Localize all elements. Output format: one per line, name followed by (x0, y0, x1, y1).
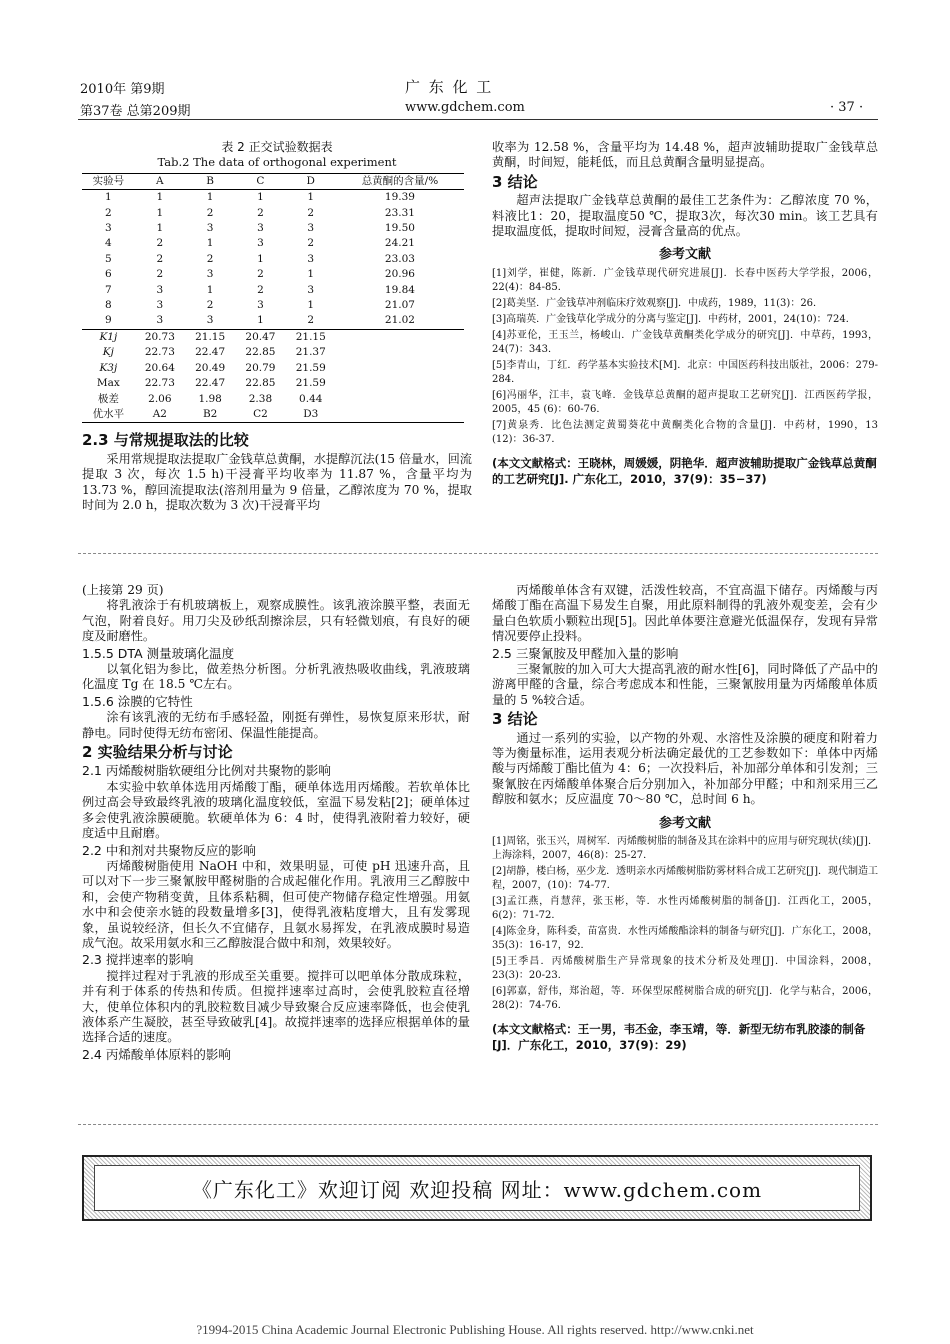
references-list (492, 835, 878, 1013)
table-cell: 19.84 (384, 283, 415, 296)
table-cell: 22.47 (195, 346, 226, 359)
table-cell: 20.47 (235, 329, 285, 345)
paragraph: 通过一系列的实验，以产物的外观、水溶性及涂膜的硬度和附着力等为衡量标准，运用表观分析法确定最优的工艺参数如下：单体中丙烯酸与丙烯酸丁酯比值为 4：6；一次投料后，补加部分单体和引发剂；三聚氰胺在丙烯酸单体聚合后分别加入，补加部分甲醛；中和剂采用三乙醇胺和氨水；反应温度 70～80 ℃，总时间 6 h。 (492, 730, 878, 807)
table-cell: 19.39 (384, 191, 415, 204)
table-cell: 2 (257, 283, 264, 296)
table-cell: 1 (156, 191, 164, 204)
table-cell: D3 (286, 407, 336, 423)
page-number: · 37 · (830, 100, 864, 115)
conclusion-heading: 3 结论 (492, 710, 538, 729)
citation-format: (本文文献格式：王晓林，周媛媛，阴艳华．超声波辅助提取广金钱草总黄酮的工艺研究[J]. 广东化工，2010，37(9)：35−37) (492, 455, 877, 486)
table-row (82, 407, 464, 423)
section-2-5-heading: 2.5 三聚氰胺及甲醛加入量的影响 (492, 645, 679, 661)
table-cell: 3 (307, 283, 315, 296)
table-cell: C2 (235, 407, 285, 423)
table-header-row (82, 173, 464, 189)
table-cell: 3 (206, 222, 214, 235)
table-row (82, 345, 464, 360)
table-cell: 2 (307, 314, 315, 327)
table-row (82, 298, 464, 313)
column-header: D (306, 174, 315, 187)
paragraph: 超声法提取广金钱草总黄酮的最佳工艺条件为：乙醇浓度 70 %，料液比1：20，提取温度50 ℃，提取3次，每次30 min。该工艺具有提取温度低，提取时间短，浸膏含量高的优点。 (492, 193, 878, 239)
table-row (82, 329, 464, 345)
table-cell: 2 (307, 206, 315, 219)
issue-label: 2010年 第9期 (80, 82, 165, 97)
banner-text: 《广东化工》欢迎订阅 欢迎投稿 网址：www.gdchem.com (94, 1165, 860, 1211)
table-cell: 1 (156, 222, 164, 235)
table-cell: 5 (105, 252, 112, 265)
table-cell: 2 (307, 237, 315, 250)
table-cell: 21.15 (286, 329, 336, 345)
citation-format: (本文文献格式：王一男，韦丕金，李玉靖，等．新型无纺布乳胶漆的制备[J]．广东化工，2010，37(9)：29) (492, 1022, 866, 1053)
section-2-3-heading: 2.3 与常规提取法的比较 (82, 431, 249, 450)
table-cell: 3 (156, 299, 164, 312)
table-cell: 21.07 (384, 299, 415, 312)
table-cell: 3 (156, 314, 164, 327)
table-cell: 3 (257, 299, 264, 312)
table-title-en: Tab.2 The data of orthogonal experiment (157, 155, 397, 170)
table-row (82, 267, 464, 282)
table-cell: 19.50 (384, 222, 415, 235)
table-cell: 2.38 (248, 392, 273, 405)
reference-item: [2]葛美坚．广金钱草冲剂临床疗效观察[J]．中成药，1989，11(3)：26． (492, 297, 824, 309)
column-header: 总黄酮的含量/% (361, 174, 439, 187)
table-cell: 1 (257, 191, 264, 204)
table-cell: 3 (105, 222, 112, 235)
bottom-left-column (82, 583, 470, 1063)
table-row (82, 190, 464, 206)
table-cell (336, 345, 464, 360)
table-row (82, 283, 464, 298)
table-cell (336, 407, 464, 423)
table-cell: 2 (156, 268, 164, 281)
header-rule (78, 119, 878, 120)
top-left-column (82, 140, 472, 513)
table-cell: 8 (105, 299, 112, 312)
paragraph: 以氧化铝为参比，做差热分析图。分析乳液热吸收曲线，乳液玻璃化温度 Tg 在 18.5 ℃左右。 (82, 662, 470, 692)
table-cell: 2.06 (148, 392, 172, 405)
reference-item: [4]陈金身，陈科委，苗富贵．水性丙烯酸酯涂料的制备与研究[J]．广东化工，2008，35(3)：16-17，92． (492, 926, 878, 952)
column-header: C (256, 174, 265, 187)
table-cell: 21.59 (295, 361, 326, 374)
table-cell: 21.59 (295, 377, 326, 390)
divider (78, 553, 878, 554)
table-cell: Max (96, 377, 120, 390)
table-cell: 20.73 (135, 329, 185, 345)
table-cell: Kj (102, 346, 114, 359)
subscription-banner (82, 1155, 872, 1221)
table-cell: 2 (257, 206, 264, 219)
table-cell: 1.98 (198, 392, 222, 405)
table-row (82, 206, 464, 221)
paragraph: 丙烯酸单体含有双键，活泼性较高，不宜高温下储存。丙烯酸与丙烯酸丁酯在高温下易发生自聚，用此原料制得的乳液外观变差，会有少量白色软质小颗粒出现[5]。因此单体要注意避光低温保存，发现有异常情况要停止投料。 (492, 583, 878, 644)
table-cell: 3 (257, 237, 264, 250)
table-cell: 23.31 (384, 206, 415, 219)
section-1-5-6-heading: 1.5.6 涂膜的它特性 (82, 693, 193, 709)
column-header: A (156, 174, 164, 187)
table-cell: 1 (307, 299, 315, 312)
table-cell: 2 (156, 237, 164, 250)
table-cell (336, 361, 464, 376)
table-cell: 23.03 (384, 252, 415, 265)
copyright-footer: ?1994-2015 China Academic Journal Electronic Publishing House. All rights reserved. http://www.cnki.net (196, 1322, 754, 1337)
table-cell: 20.79 (245, 361, 276, 374)
table-cell: 2 (257, 268, 264, 281)
reference-item: [7]黄泉秀．比色法测定黄蜀葵花中黄酮类化合物的含量[J]．中药材，1990，13 (12)：36-37． (492, 419, 878, 445)
table-cell: 2 (206, 299, 214, 312)
table-cell: 1 (257, 252, 264, 265)
reference-item: [5]李青山，丁红．药学基本实验技术[M]．北京：中国医药科技出版社，2006：279-284． (492, 359, 878, 385)
paragraph: 丙烯酸树脂使用 NaOH 中和，效果明显，可使 pH 迅速升高，且可以对下一步三聚氰胺甲醛树脂的合成起催化作用。乳液用三乙醇胺中和，会使产物稍变黄，且体系粘稠，但可使产物储存稳定性增强。用氨水中和会使亲水链的段数量增多[3]，使得乳液粘度增大，且有发雾现象，虽说较经济，但长久不宜储存，且氨水易挥发，在乳液成膜时易造成气泡。故采用氨水和三乙醇胺混合做中和剂，效果较好。 (82, 858, 470, 950)
table-cell: 1 (307, 268, 315, 281)
table-cell: 0.44 (299, 392, 323, 405)
table-cell: 1 (307, 191, 315, 204)
table-cell: 21.37 (295, 346, 326, 359)
reference-item: [3]高瑞英．广金钱草化学成分的分离与鉴定[J]．中药材，2001，24(10)：724． (492, 313, 856, 325)
table-cell: 22.85 (245, 346, 276, 359)
journal-title: 广 东 化 工 (405, 78, 494, 96)
table-cell: 3 (257, 222, 264, 235)
journal-url: www.gdchem.com (405, 100, 525, 115)
table-cell: 3 (307, 222, 315, 235)
section-2-4-heading: 2.4 丙烯酸单体原料的影响 (82, 1046, 231, 1062)
table-cell: 3 (307, 252, 315, 265)
top-right-column (492, 140, 878, 487)
table-cell: 1 (257, 314, 264, 327)
table-cell: 21.02 (384, 314, 415, 327)
table-cell (336, 392, 464, 407)
table-row (82, 392, 464, 407)
table-cell: 2 (105, 206, 112, 219)
reference-item: [5]王季昌．丙烯酸树脂生产异常现象的技术分析及处理[J]．中国涂料，2008，23(3)：20-23． (492, 956, 878, 982)
section-2-1-heading: 2.1 丙烯酸树脂软硬组分比例对共聚物的影响 (82, 763, 331, 779)
section-2-3-heading: 2.3 搅拌速率的影响 (82, 952, 194, 968)
section-2-2-heading: 2.2 中和剂对共聚物反应的影响 (82, 842, 256, 858)
continued-note: (上接第 29 页) (82, 583, 164, 597)
table-cell: 22.85 (245, 377, 276, 390)
references-title: 参考文献 (658, 815, 711, 831)
reference-item: [1]周铭，张玉兴，周树军．丙烯酸树脂的制备及其在涂料中的应用与研究现状(续)[J]．上海涂料，2007，46(8)：25-27． (492, 836, 878, 862)
table-row (82, 252, 464, 267)
paragraph: 将乳液涂于有机玻璃板上，观察成膜性。该乳液涂膜平整，表面无气泡，附着良好。用刀尖及砂纸刮擦涂层，只有轻微划痕，有良好的硬度及耐磨性。 (82, 598, 470, 644)
reference-item: [6]冯丽华，江丰，袁飞峰．金钱草总黄酮的超声提取工艺研究[J]．江西医药学报，2005，45 (6)：60-76． (492, 389, 878, 415)
references-list (492, 267, 878, 447)
table-cell: 20.96 (384, 268, 415, 281)
table-cell: 24.21 (384, 237, 415, 250)
reference-item: [2]胡静，楼白杨，巫少龙．透明亲水丙烯酸树脂防雾材料合成工艺研究[J]．现代制造工程，2007，(10)：74-77． (492, 866, 878, 892)
table-cell: 20.64 (144, 361, 175, 374)
table-row (82, 313, 464, 329)
paragraph: 本实验中软单体选用丙烯酸丁酯，硬单体选用丙烯酸。若软单体比例过高会导致最终乳液的玻璃化温度较低，室温下易发粘[2]；硬单体过多会使乳液涂膜硬脆。软硬单体为 6：4 时，使得乳液附着力较好，硬度适中且耐磨。 (82, 779, 470, 841)
reference-item: [6]郭嘉，舒伟，郑治超，等．环保型尿醛树脂合成的研究[J]．化学与粘合，2006，28(2)：74-76． (492, 986, 878, 1012)
table-title-cn: 表 2 正交试验数据表 (221, 140, 333, 154)
conclusion-heading: 3 结论 (492, 172, 538, 191)
table-cell: 1 (206, 191, 214, 204)
paragraph: 采用常规提取法提取广金钱草总黄酮，水提醇沉法(15 倍量水，回流提取 3 次，每次 1.5 h)干浸膏平均收率为 11.87 %，含量平均为 13.73 %，醇回流提取法(溶剂用量为 9 倍量，乙醇浓度为 70 %，提取时间为 2.0 h，提取次数为 3 次)干浸膏平均 (82, 451, 472, 512)
section-1-5-5-heading: 1.5.5 DTA 测量玻璃化温度 (82, 645, 235, 661)
table-cell: 1 (156, 206, 164, 219)
paragraph: 收率为 12.58 %，含量平均为 14.48 %，超声波辅助提取广金钱草总黄酮，时间短，能耗低，而且总黄酮含量明显提高。 (492, 140, 878, 170)
reference-item: [1]刘学，崔健，陈新．广金钱草现代研究进展[J]．长春中医药大学学报，2006，22(4)：84-85． (492, 267, 878, 293)
table-cell: 22.73 (144, 377, 175, 390)
table-row (82, 221, 464, 236)
orthogonal-table (82, 173, 464, 424)
table-cell: 6 (105, 268, 112, 281)
paragraph: 搅拌过程对于乳液的形成至关重要。搅拌可以吧单体分散成珠粒，并有利于体系的传热和传质。但搅拌速率过高时，会使乳胶粒直径增大，使单位体积内的乳胶粒数目减少导致聚合反应速率降低，也会使乳液体系产生凝胶，甚至导致破乳[4]。故搅拌速率的选择应根据单体的量选择合适的速度。 (82, 968, 470, 1045)
table-cell: K1j (82, 329, 135, 345)
column-header: B (206, 174, 214, 187)
table-cell: 2 (206, 206, 214, 219)
table-cell: 20.49 (195, 361, 226, 374)
table-cell: 3 (206, 268, 214, 281)
table-cell: 1 (206, 237, 214, 250)
table-cell: 3 (156, 283, 164, 296)
table-cell: 2 (156, 252, 164, 265)
table-cell: 2 (206, 252, 214, 265)
table-row (82, 361, 464, 376)
reference-item: [3]孟江燕，肖慧萍，张玉彬，等．水性丙烯酸树脂的制备[J]．江西化工，2005，6(2)：71-72． (492, 896, 878, 922)
table-cell: 22.47 (195, 377, 226, 390)
table-row (82, 376, 464, 391)
paragraph: 涂有该乳液的无纺布手感轻盈，刚挺有弹性，易恢复原来形状，耐静电。同时使得无纺布密闭、保温性能提高。 (82, 710, 470, 740)
table-cell: 7 (105, 283, 112, 296)
section-2-heading: 2 实验结果分析与讨论 (82, 743, 233, 762)
table-row (82, 236, 464, 251)
table-cell: 4 (105, 237, 112, 250)
table-cell: 1 (105, 191, 112, 204)
reference-item: [4]苏亚伦，王玉兰，杨峻山．广金钱草黄酮类化学成分的研究[J]．中草药，1993，24(7)：343． (492, 329, 878, 355)
table-cell: B2 (185, 407, 235, 423)
divider (78, 1124, 878, 1125)
table-cell: 优水平 (82, 407, 135, 423)
table-cell (336, 376, 464, 391)
references-title: 参考文献 (658, 247, 711, 263)
bottom-right-column (492, 583, 878, 1053)
table-cell (336, 329, 464, 345)
volume-label: 第37卷 总第209期 (80, 104, 191, 119)
table-cell: 22.73 (144, 346, 175, 359)
table-cell: K3j (99, 361, 118, 374)
table-cell: 3 (206, 314, 214, 327)
paragraph: 三聚氰胺的加入可大大提高乳液的耐水性[6]，同时降低了产品中的游离甲醛的含量，综合考虑成本和性能，三聚氰胺用量为丙烯酸单体质量的 5 %较合适。 (492, 662, 878, 707)
table-cell: 21.15 (185, 329, 235, 345)
table-cell: 极差 (97, 392, 119, 405)
table-cell: 9 (105, 314, 112, 327)
table-cell: 1 (206, 283, 214, 296)
column-header: 实验号 (92, 174, 125, 187)
table-cell: A2 (135, 407, 185, 423)
